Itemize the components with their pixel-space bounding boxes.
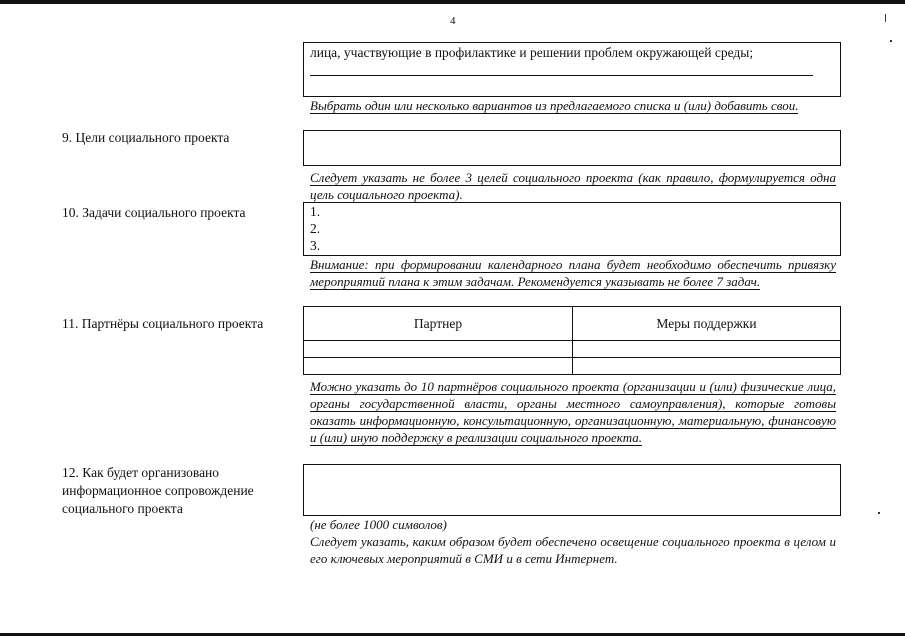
info-support-label-line1: 12. Как будет организовано bbox=[62, 465, 220, 480]
target-groups-box[interactable] bbox=[303, 42, 841, 97]
info-support-input-box[interactable] bbox=[303, 464, 841, 516]
info-support-limit: (не более 1000 символов) bbox=[310, 517, 447, 532]
info-support-label-line2: информационное сопровождение bbox=[62, 483, 254, 498]
scan-mark bbox=[878, 512, 880, 514]
support-cell[interactable] bbox=[573, 341, 841, 358]
target-groups-note: Выбрать один или несколько вариантов из предлагаемого списка и (или) добавить свои. bbox=[310, 98, 799, 113]
partners-label: 11. Партнёры социального проекта bbox=[62, 316, 264, 331]
tasks-note: Внимание: при формировании календарного плана будет необходимо обеспечить привязку мероприятий плана к этим задачам. Рекомендуется указывать не более 7 задач. bbox=[310, 257, 836, 289]
info-support-note: Следует указать, каким образом будет обеспечено освещение социального проекта в целом и его ключевых мероприятий в СМИ и в сети Интернет. bbox=[310, 534, 836, 566]
info-support-label-line3: социального проекта bbox=[62, 501, 183, 516]
goals-label: 9. Цели социального проекта bbox=[62, 130, 230, 145]
support-column-header: Меры поддержки bbox=[573, 307, 841, 341]
goals-input-box[interactable] bbox=[303, 130, 841, 166]
task-item-1: 1. bbox=[310, 204, 321, 219]
bottom-border bbox=[0, 633, 905, 636]
partner-cell[interactable] bbox=[304, 358, 573, 375]
scan-mark bbox=[890, 40, 892, 42]
partner-cell[interactable] bbox=[304, 341, 573, 358]
tasks-label: 10. Задачи социального проекта bbox=[62, 205, 246, 220]
task-item-2: 2. bbox=[310, 221, 321, 236]
tasks-input-box[interactable] bbox=[303, 202, 841, 256]
support-cell[interactable] bbox=[573, 358, 841, 375]
task-item-3: 3. bbox=[310, 238, 321, 253]
goals-note: Следует указать не более 3 целей социального проекта (как правило, формулируется одна цель социального проекта). bbox=[310, 170, 836, 202]
scan-mark bbox=[885, 14, 886, 22]
top-border bbox=[0, 0, 905, 4]
partners-note: Можно указать до 10 партнёров социального проекта (организации и (или) физические лица, органы государственной власти, органы местного самоуправления), которые готовы оказать информационную, консультационную, организационную, материальную, финансовую и (или) иную поддержку в реализации социального проекта. bbox=[310, 379, 836, 445]
info-support-label bbox=[62, 464, 254, 518]
target-groups-text: лица, участвующие в профилактике и решении проблем окружающей среды; bbox=[310, 45, 754, 60]
page-number: 4 bbox=[450, 15, 456, 27]
partners-table bbox=[303, 306, 841, 375]
partner-column-header: Партнер bbox=[304, 307, 573, 341]
blank-line bbox=[310, 75, 813, 76]
